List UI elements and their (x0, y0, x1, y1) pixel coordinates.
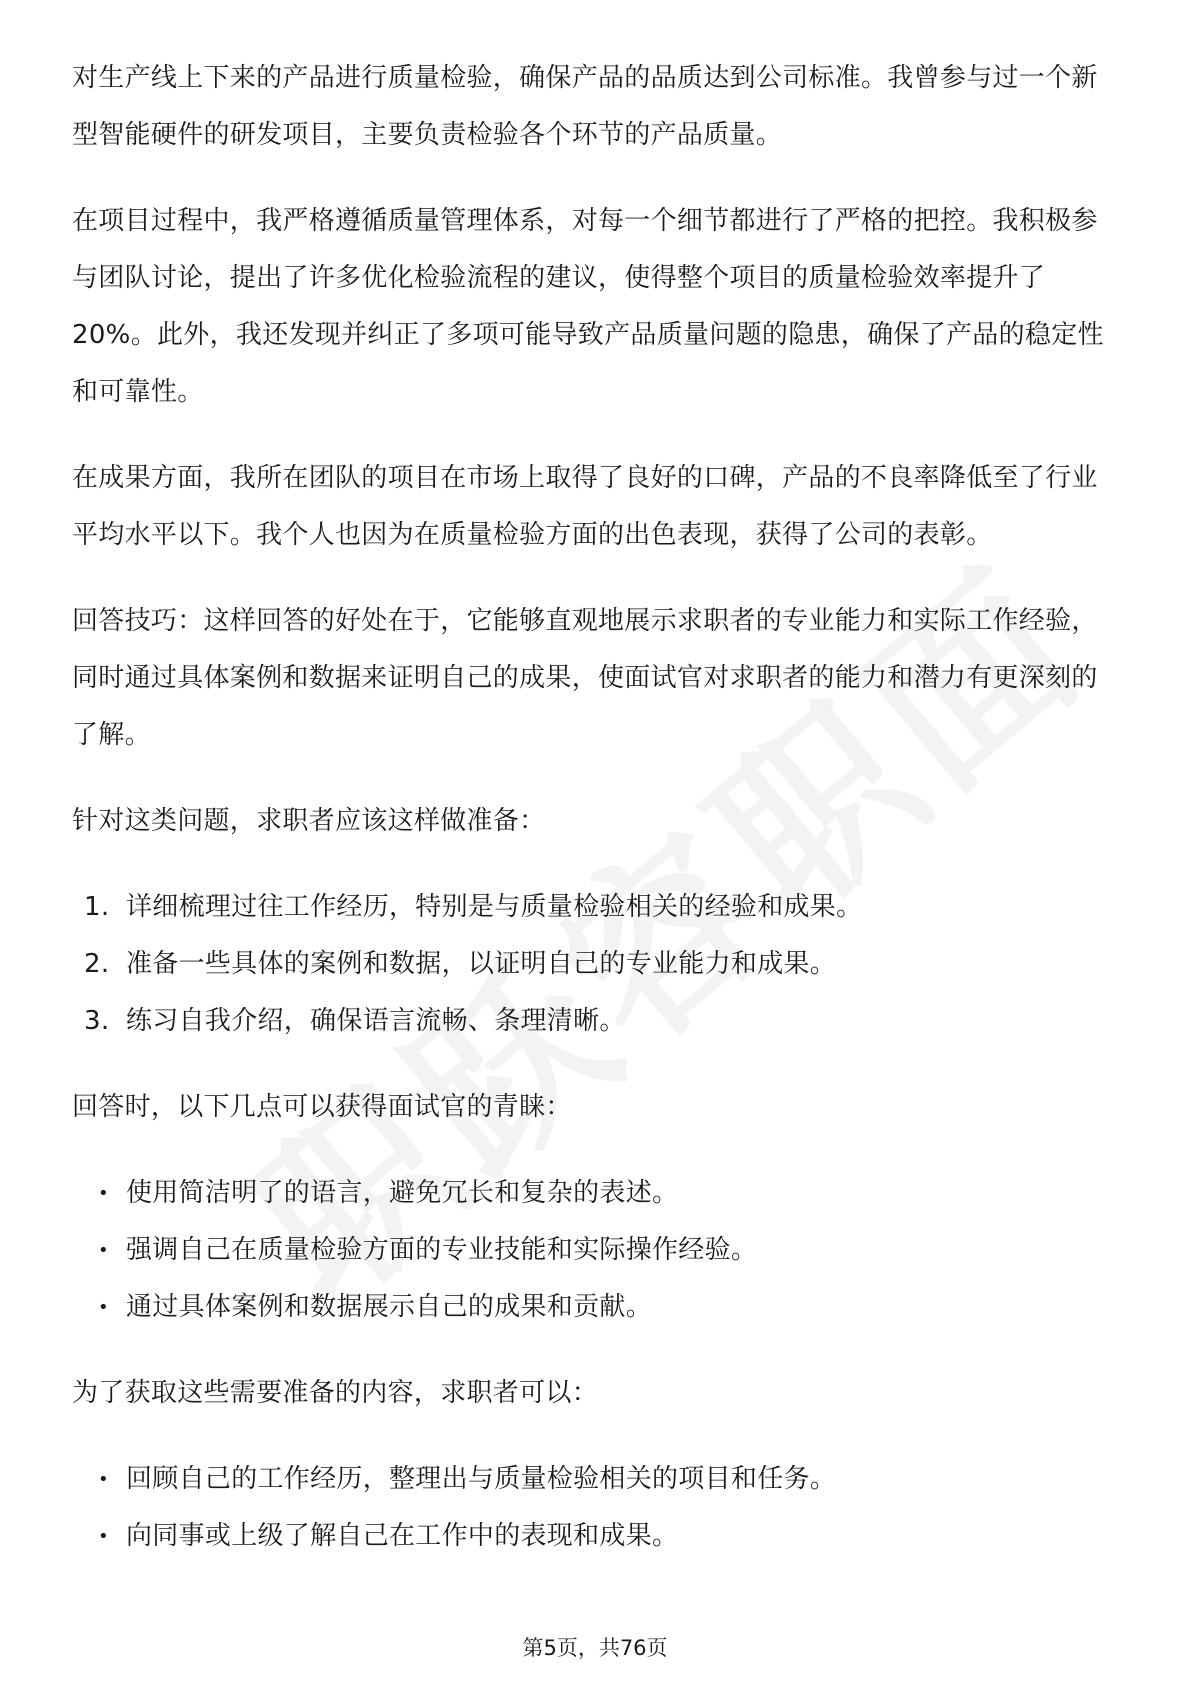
list-item (72, 1279, 1118, 1336)
paragraph-gather-intro: 为了获取这些需要准备的内容，求职者可以： (72, 1378, 599, 1408)
list-item-text: 练习自我介绍，确保语言流畅、条理清晰。 (126, 1006, 626, 1036)
list-item (72, 936, 1118, 993)
list-item (72, 1508, 1118, 1565)
list-item (72, 1451, 1118, 1508)
list-item-text: 强调自己在质量检验方面的专业技能和实际操作经验。 (126, 1235, 758, 1265)
bullet-icon: • (98, 1526, 109, 1547)
list-item-text: 向同事或上级了解自己在工作中的表现和成果。 (126, 1521, 679, 1551)
list-number: 2. (84, 949, 110, 979)
bullet-icon: • (98, 1297, 109, 1318)
bullet-icon: • (98, 1183, 109, 1204)
list-item-text: 使用简洁明了的语言，避免冗长和复杂的表述。 (126, 1178, 679, 1208)
bullet-icon: • (98, 1240, 109, 1261)
document-body (72, 50, 1118, 1594)
bullet-icon: • (98, 1469, 109, 1490)
prep-list (72, 879, 1118, 1050)
gather-list (72, 1451, 1118, 1565)
paragraph-3: 在成果方面，我所在团队的项目在市场上取得了良好的口碑，产品的不良率降低至了行业平均水平以下。我个人也因为在质量检验方面的出色表现，获得了公司的表彰。 (72, 463, 1098, 550)
paragraph-tips-intro: 回答时，以下几点可以获得面试官的青睐： (72, 1092, 572, 1122)
list-item-text: 准备一些具体的案例和数据，以证明自己的专业能力和成果。 (126, 949, 837, 979)
list-number: 3. (84, 1006, 110, 1036)
list-number: 1. (84, 892, 110, 922)
paragraph-answer-tips: 回答技巧：这样回答的好处在于，它能够直观地展示求职者的专业能力和实际工作经验，同时通过具体案例和数据来证明自己的成果，使面试官对求职者的能力和潜力有更深刻的了解。 (72, 606, 1098, 750)
paragraph-prep-intro: 针对这类问题，求职者应该这样做准备： (72, 806, 546, 836)
paragraph-2: 在项目过程中，我严格遵循质量管理体系，对每一个细节都进行了严格的把控。我积极参与团队讨论，提出了许多优化检验流程的建议，使得整个项目的质量检验效率提升了20%。此外，我还发现并纠正了多项可能导致产品质量问题的隐患，确保了产品的稳定性和可靠性。 (72, 206, 1104, 407)
list-item (72, 1165, 1118, 1222)
page-number: 第5页，共76页 (522, 1636, 668, 1660)
list-item-text: 回顾自己的工作经历，整理出与质量检验相关的项目和任务。 (126, 1464, 837, 1494)
list-item (72, 1222, 1118, 1279)
list-item-text: 通过具体案例和数据展示自己的成果和贡献。 (126, 1292, 653, 1322)
tips-list (72, 1165, 1118, 1336)
paragraph-1: 对生产线上下来的产品进行质量检验，确保产品的品质达到公司标准。我曾参与过一个新型智能硬件的研发项目，主要负责检验各个环节的产品质量。 (72, 63, 1098, 150)
list-item-text: 详细梳理过往工作经历，特别是与质量检验相关的经验和成果。 (126, 892, 863, 922)
list-item (72, 993, 1118, 1050)
list-item (72, 879, 1118, 936)
